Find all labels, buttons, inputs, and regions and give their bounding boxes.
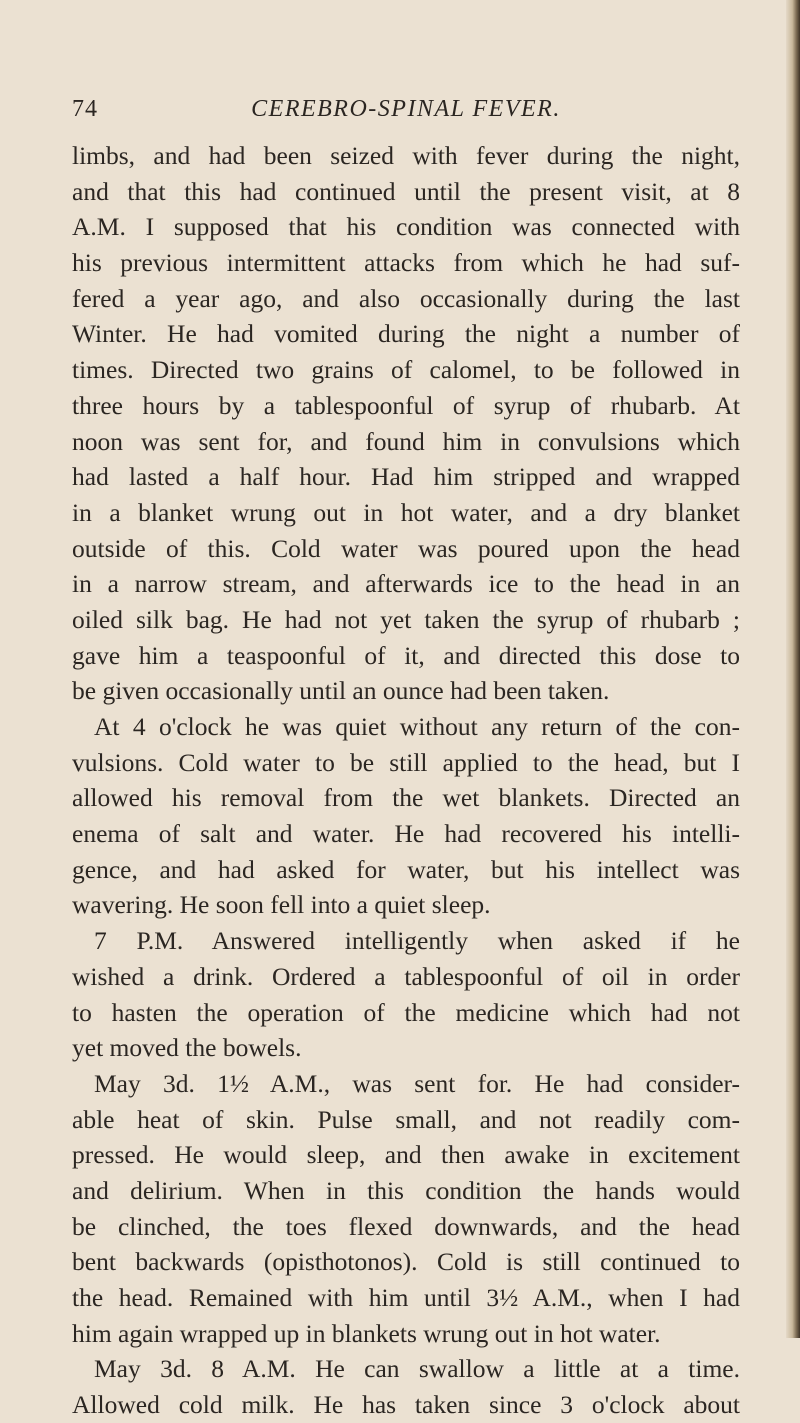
text-line: enema of salt and water. He had recovered his intelli- [72, 819, 740, 849]
body-text [72, 138, 740, 1423]
text-line: three hours by a tablespoonful of syrup of rhubarb. At [72, 390, 740, 420]
text-line: be given occasionally until an ounce had been taken. [72, 676, 610, 706]
page-number: 74 [72, 96, 98, 122]
text-line: had lasted a half hour. Had him stripped and wrapped [72, 462, 740, 492]
text-line: yet moved the bowels. [72, 1033, 302, 1063]
text-line: vulsions. Cold water to be still applied to the head, but I [72, 747, 740, 777]
text-line: bent backwards (opisthotonos). Cold is still continued to [72, 1247, 740, 1277]
text-line: times. Directed two grains of calomel, to be followed in [72, 355, 740, 385]
text-line: limbs, and had been seized with fever during the night, [72, 141, 740, 170]
text-line: A.M. I supposed that his condition was connected with [72, 212, 740, 242]
text-line: noon was sent for, and found him in convulsions which [72, 426, 740, 456]
text-line: be clinched, the toes flexed downwards, and the head [72, 1211, 740, 1241]
running-title: CEREBRO-SPINAL FEVER. [251, 96, 561, 122]
text-line: and delirium. When in this condition the hands would [72, 1175, 740, 1205]
text-line: 7 P.M. Answered intelligently when asked if he [94, 926, 740, 956]
text-line: oiled silk bag. He had not yet taken the syrup of rhubarb ; [72, 604, 740, 634]
text-line: the head. Remained with him until 3½ A.M., when I had [72, 1283, 740, 1312]
text-line: outside of this. Cold water was poured upon the head [72, 533, 740, 563]
text-line: him again wrapped up in blankets wrung out in hot water. [72, 1318, 661, 1348]
page-edge [786, 0, 800, 1338]
text-line: to hasten the operation of the medicine which had not [72, 997, 740, 1027]
text-line: in a narrow stream, and afterwards ice to the head in an [72, 569, 740, 599]
text-line: fered a year ago, and also occasionally during the last [72, 283, 740, 313]
text-line: Allowed cold milk. He has taken since 3 o'clock about [72, 1390, 740, 1420]
text-line: pressed. He would sleep, and then awake in excitement [72, 1140, 740, 1170]
text-line: wavering. He soon fell into a quiet sleep. [72, 890, 491, 920]
text-line: May 3d. 8 A.M. He can swallow a little at a time. [94, 1354, 740, 1384]
text-line: in a blanket wrung out in hot water, and a dry blanket [72, 497, 740, 527]
text-line: and that this had continued until the present visit, at 8 [72, 176, 740, 206]
text-line: his previous intermittent attacks from which he had suf- [72, 248, 740, 278]
text-line: able heat of skin. Pulse small, and not readily com- [72, 1104, 740, 1134]
text-line: allowed his removal from the wet blankets. Directed an [72, 783, 740, 813]
text-line: At 4 o'clock he was quiet without any return of the con- [94, 712, 740, 741]
text-line: wished a drink. Ordered a tablespoonful of oil in order [72, 961, 740, 991]
text-line: Winter. He had vomited during the night a number of [72, 319, 740, 349]
text-line: May 3d. 1½ A.M., was sent for. He had consider- [94, 1068, 740, 1098]
text-line: gave him a teaspoonful of it, and directed this dose to [72, 640, 740, 670]
text-line: gence, and had asked for water, but his intellect was [72, 854, 740, 884]
page-header [72, 96, 740, 136]
